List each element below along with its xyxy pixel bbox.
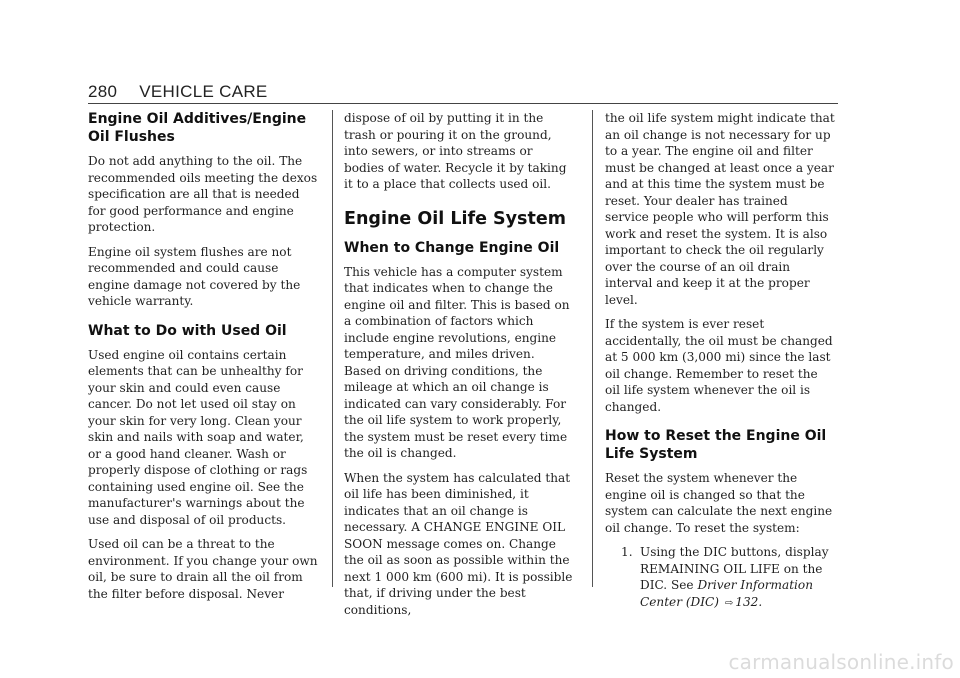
paragraph: Reset the system whenever the engine oil is changed so that the system can calculate the next engine oil change. To reset the system: — [605, 471, 833, 535]
heading-oil-life-system: Engine Oil Life System — [344, 208, 566, 229]
paragraph: Engine oil system flushes are not recommended and could cause engine damage not covered by the vehicle warranty. — [88, 244, 301, 308]
cross-reference-link[interactable]: Driver Information Center (DIC) — [640, 578, 813, 609]
paragraph: the oil life system might indicate that an oil change is not necessary for up to a year. The engine oil and filter must be changed at least once a year and at this time the system must be reset. Your dealer has trained service people who will perform this work and reset the system. It is also important to check the oil regularly over the course of an oil drain interval and keep it at the proper level. — [605, 111, 835, 307]
step-text: Using the DIC buttons, display REMAINING OIL LIFE on the DIC. See — [640, 545, 829, 592]
page-header — [88, 82, 268, 102]
page-arrow-icon: ⇨ — [724, 597, 734, 609]
paragraph: When the system has calculated that oil life has been diminished, it indicates that an oil change is necessary. A CHANGE ENGINE OIL SOON message comes on. Change the oil as soon as possible within the next 1 000 km (600 mi). It is possible that, if driving under the best conditions, — [344, 470, 573, 617]
column-divider — [592, 110, 593, 587]
heading-reset-oil-life: How to Reset the Engine Oil Life System — [605, 428, 827, 462]
watermark: carmanualsonline.info — [728, 650, 954, 674]
column-2 — [344, 110, 574, 626]
header-divider — [88, 103, 838, 104]
column-1 — [88, 110, 318, 610]
reset-steps-list — [605, 544, 835, 612]
list-item — [605, 544, 835, 612]
paragraph: Do not add anything to the oil. The recommended oils meeting the dexos specification are all that is needed for good performance and engine protection. — [88, 154, 318, 234]
paragraph: This vehicle has a computer system that indicates when to change the engine oil and filter. This is based on a combination of factors which include engine revolutions, engine temperature, and miles driven. Based on driving conditions, the mileage at which an oil change is indicated can vary considerably. For the oil life system to work properly, the system must be reset every time the oil is changed. — [344, 264, 570, 460]
heading-used-oil: What to Do with Used Oil — [88, 322, 287, 339]
paragraph: Used engine oil contains certain elements that can be unhealthy for your skin and could even cause cancer. Do not let used oil stay on your skin for very long. Clean your skin and nails with soap and water, or a good hand cleaner. Wash or properly dispose of clothing or rags containing used engine oil. See the manufacturer's warnings about the use and disposal of oil products. — [88, 347, 308, 527]
step-number: 1. — [621, 545, 633, 559]
column-divider — [332, 110, 333, 587]
paragraph: If the system is ever reset accidentally, the oil must be changed at 5 000 km (3,000 mi) since the last oil change. Remember to reset the oil life system whenever the oil is changed. — [605, 317, 833, 414]
page-number: 280 — [88, 82, 118, 101]
cross-reference-page[interactable]: 132. — [735, 594, 763, 609]
heading-when-to-change: When to Change Engine Oil — [344, 239, 560, 256]
paragraph: Used oil can be a threat to the environment. If you change your own oil, be sure to drain all the oil from the filter before disposal. Never — [88, 537, 318, 601]
paragraph: dispose of oil by putting it in the trash or pouring it on the ground, into sewers, or into streams or bodies of water. Recycle it by taking it to a place that collects used oil. — [344, 111, 567, 191]
column-3 — [605, 110, 835, 612]
section-title: VEHICLE CARE — [139, 82, 268, 101]
heading-oil-additives: Engine Oil Additives/Engine Oil Flushes — [88, 111, 307, 145]
